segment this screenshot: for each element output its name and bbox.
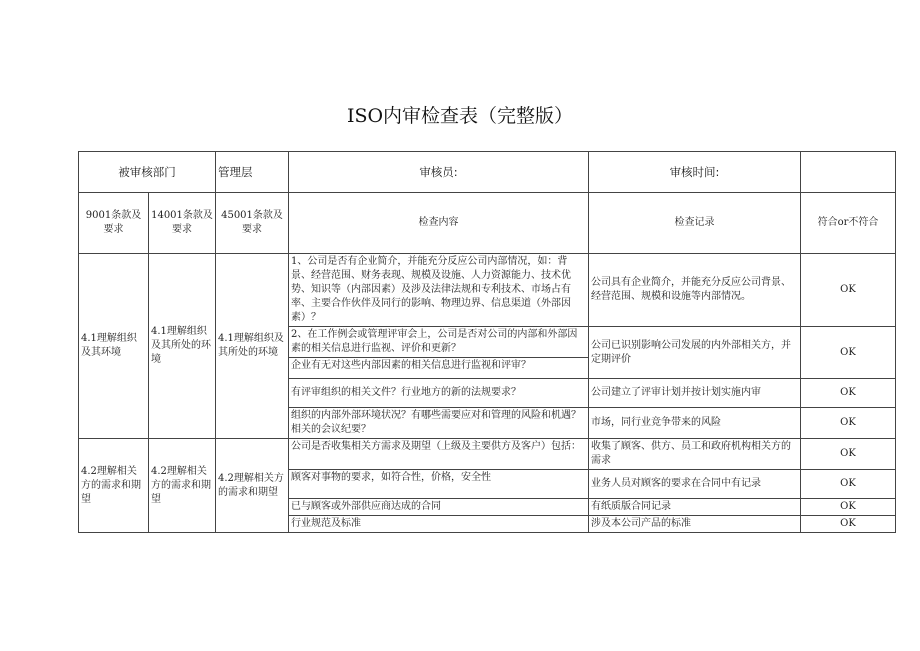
check-record: 市场，同行业竞争带来的风险 — [589, 408, 801, 439]
table-row — [79, 254, 896, 327]
check-result: OK — [801, 470, 896, 499]
check-record: 公司建立了评审计划并按计划实施内审 — [589, 379, 801, 408]
dept-value: 管理层 — [216, 152, 289, 193]
check-result: OK — [801, 379, 896, 408]
col-record: 检查记录 — [589, 193, 801, 254]
audit-time-label: 审核时间: — [589, 152, 801, 193]
check-record: 公司具有企业简介，并能充分反应公司背景、经营范围、规模和设施等内部情况。 — [589, 254, 801, 327]
check-content: 2、在工作例会或管理评审会上，公司是否对公司的内部和外部因素的相关信息进行监视、评价和更新？ — [289, 327, 589, 358]
check-result: OK — [801, 439, 896, 470]
check-record: 涉及本公司产品的标准 — [589, 516, 801, 533]
check-record: 收集了顾客、供方、员工和政府机构相关方的需求 — [589, 439, 801, 470]
col-content: 检查内容 — [289, 193, 589, 254]
check-content: 行业规范及标准 — [289, 516, 589, 533]
col-iso9001: 9001条款及要求 — [79, 193, 149, 254]
check-content: 1、公司是否有企业简介，并能充分反应公司内部情况，如：背景、经营范围、财务表现、规模及设施、人力资源能力、技术优势、知识等（内部因素）及涉及法律法规和专利技术、市场占有率、主要合作伙伴及同行的影响、物理边界、信息渠道（外部因素）？ — [289, 254, 589, 327]
clause-14001: 4.2理解相关方的需求和期望 — [149, 439, 216, 533]
clause-9001: 4.2理解相关方的需求和期望 — [79, 439, 149, 533]
clause-14001: 4.1理解组织及其所处的环境 — [149, 254, 216, 439]
audit-time-value — [801, 152, 896, 193]
clause-45001: 4.1理解组织及其所处的环境 — [216, 254, 289, 439]
dept-label: 被审核部门 — [79, 152, 216, 193]
clause-45001: 4.2理解相关方的需求和期望 — [216, 439, 289, 533]
col-iso14001: 14001条款及要求 — [149, 193, 216, 254]
check-content: 有评审组织的相关文件？行业地方的新的法规要求？ — [289, 379, 589, 408]
check-content: 企业有无对这些内部因素的相关信息进行监视和评审？ — [289, 358, 589, 379]
check-content: 公司是否收集相关方需求及期望（上级及主要供方及客户）包括： — [289, 439, 589, 470]
check-record: 公司已识别影响公司发展的内外部相关方，并定期评价 — [589, 327, 801, 379]
clause-9001: 4.1理解组织及其环境 — [79, 254, 149, 439]
check-record: 有纸质版合同记录 — [589, 499, 801, 516]
col-result: 符合or不符合 — [801, 193, 896, 254]
check-result: OK — [801, 499, 896, 516]
column-header-row — [79, 193, 896, 254]
check-content: 顾客对事物的要求，如符合性，价格，安全性 — [289, 470, 589, 499]
document-title: ISO内审检查表（完整版） — [346, 105, 574, 127]
col-iso45001: 45001条款及要求 — [216, 193, 289, 254]
check-content: 组织的内部外部环境状况？有哪些需要应对和管理的风险和机遇？相关的会议纪要？ — [289, 408, 589, 439]
check-result: OK — [801, 327, 896, 379]
check-record: 业务人员对顾客的要求在合同中有记录 — [589, 470, 801, 499]
audit-checklist-table — [78, 151, 896, 533]
header-row — [79, 152, 896, 193]
table-row — [79, 439, 896, 470]
check-result: OK — [801, 254, 896, 327]
check-result: OK — [801, 516, 896, 533]
check-content: 已与顾客或外部供应商达成的合同 — [289, 499, 589, 516]
check-result: OK — [801, 408, 896, 439]
auditor-label: 审核员: — [289, 152, 589, 193]
